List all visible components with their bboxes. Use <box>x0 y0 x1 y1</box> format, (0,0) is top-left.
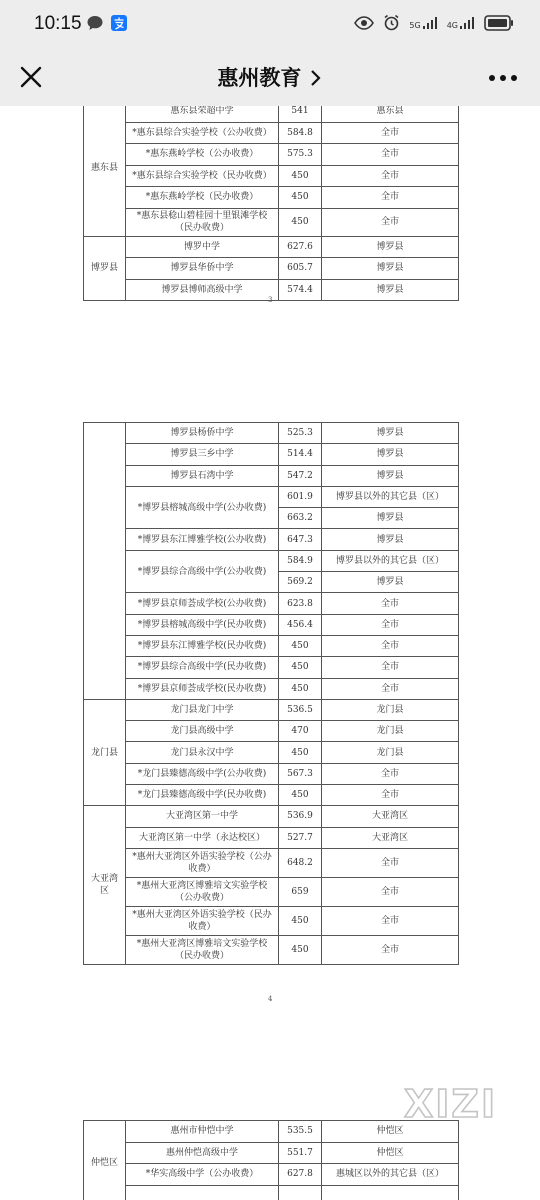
score-cell: 659 <box>279 877 322 906</box>
area-cell: 全市 <box>322 593 459 614</box>
table-row <box>84 593 459 614</box>
school-name-cell: *博罗县综合高级中学(公办收费) <box>126 550 279 593</box>
signal-4g-label: 4G <box>446 20 458 30</box>
district-cell <box>84 423 126 700</box>
score-cell <box>279 1185 322 1200</box>
table-row <box>84 742 459 763</box>
table-row <box>84 906 459 935</box>
table-row <box>84 550 459 571</box>
area-cell: 龙门县 <box>322 742 459 763</box>
area-cell: 全市 <box>322 187 459 209</box>
table-row <box>84 165 459 187</box>
area-cell: 仲恺区 <box>322 1121 459 1143</box>
table-row <box>84 763 459 784</box>
area-cell: 全市 <box>322 906 459 935</box>
area-cell: 惠城区以外的其它县（区） <box>322 1164 459 1186</box>
score-cell: 627.6 <box>279 236 322 258</box>
score-cell: 450 <box>279 187 322 209</box>
table-row <box>84 423 459 444</box>
school-name-cell: *惠东燕岭学校（民办收费） <box>126 187 279 209</box>
table-row <box>84 122 459 144</box>
table-row <box>84 236 459 258</box>
score-cell: 450 <box>279 208 322 236</box>
table-row <box>84 208 459 236</box>
chevron-right-icon[interactable] <box>309 69 323 87</box>
area-cell: 惠东县 <box>322 106 459 122</box>
school-name-cell: *博罗县东江博雅学校(公办收费) <box>126 529 279 550</box>
table-zhongkai <box>83 1120 459 1200</box>
area-cell: 仲恺区 <box>322 1142 459 1164</box>
school-name-cell: *惠州大亚湾区外语实验学校（民办收费） <box>126 906 279 935</box>
table-row <box>84 465 459 486</box>
table-row <box>84 1185 459 1200</box>
table-row <box>84 614 459 635</box>
table-row <box>84 785 459 806</box>
status-bar <box>0 0 540 48</box>
page-number-4: 4 <box>268 995 273 1003</box>
district-cell: 惠东县 <box>84 106 126 236</box>
area-cell <box>322 1185 459 1200</box>
table-row <box>84 877 459 906</box>
table-row <box>84 721 459 742</box>
signal-4g-icon <box>447 16 475 30</box>
school-name-cell: 博罗中学 <box>126 236 279 258</box>
score-cell: 648.2 <box>279 848 322 877</box>
school-name-cell: 博罗县石湾中学 <box>126 465 279 486</box>
school-name-cell: *龙门县臻德高级中学(公办收费) <box>126 763 279 784</box>
score-cell: 450 <box>279 742 322 763</box>
school-name-cell: *博罗县榕城高级中学(民办收费) <box>126 614 279 635</box>
table-row <box>84 106 459 122</box>
alipay-icon <box>110 14 128 32</box>
area-cell: 博罗县 <box>322 529 459 550</box>
school-name-cell: 龙门县高级中学 <box>126 721 279 742</box>
school-name-cell: *惠东县综合实验学校（公办收费） <box>126 122 279 144</box>
school-name-cell: *惠东燕岭学校（公办收费） <box>126 144 279 166</box>
school-name-cell: 博罗县华侨中学 <box>126 258 279 280</box>
school-name-cell: 博罗县博师高级中学 <box>126 279 279 301</box>
district-cell: 博罗县 <box>84 236 126 301</box>
score-cell: 450 <box>279 906 322 935</box>
score-cell: 584.9 <box>279 550 322 571</box>
area-cell: 全市 <box>322 165 459 187</box>
score-cell: 450 <box>279 935 322 964</box>
score-cell: 527.7 <box>279 827 322 848</box>
area-cell: 大亚湾区 <box>322 827 459 848</box>
area-cell: 全市 <box>322 208 459 236</box>
school-name-cell: *龙门县臻德高级中学(民办收费) <box>126 785 279 806</box>
table-row <box>84 699 459 720</box>
score-cell: 470 <box>279 721 322 742</box>
score-cell: 647.3 <box>279 529 322 550</box>
school-name-cell: *博罗县京师荟成学校(公办收费) <box>126 593 279 614</box>
eye-icon <box>354 16 374 30</box>
area-cell: 博罗县 <box>322 258 459 280</box>
score-cell: 536.9 <box>279 806 322 827</box>
table-row <box>84 444 459 465</box>
table-row <box>84 529 459 550</box>
table-row <box>84 187 459 209</box>
school-name-cell <box>126 1185 279 1200</box>
score-cell: 541 <box>279 106 322 122</box>
table-row <box>84 935 459 964</box>
school-name-cell: 大亚湾区第一中学 <box>126 806 279 827</box>
school-name-cell: 龙门县龙门中学 <box>126 699 279 720</box>
area-cell: 全市 <box>322 614 459 635</box>
area-cell: 博罗县 <box>322 465 459 486</box>
school-name-cell: 惠州市仲恺中学 <box>126 1121 279 1143</box>
score-cell: 450 <box>279 785 322 806</box>
score-cell: 536.5 <box>279 699 322 720</box>
score-cell: 450 <box>279 657 322 678</box>
school-name-cell: 博罗县三乡中学 <box>126 444 279 465</box>
score-cell: 525.3 <box>279 423 322 444</box>
table-row <box>84 1142 459 1164</box>
district-cell: 仲恺区 <box>84 1121 126 1200</box>
score-cell: 456.4 <box>279 614 322 635</box>
table-row <box>84 144 459 166</box>
table-row <box>84 827 459 848</box>
area-cell: 全市 <box>322 935 459 964</box>
score-cell: 450 <box>279 678 322 699</box>
score-cell: 623.8 <box>279 593 322 614</box>
area-cell: 龙门县 <box>322 699 459 720</box>
area-cell: 全市 <box>322 848 459 877</box>
table-huidong-boluo <box>83 106 459 301</box>
score-cell: 584.8 <box>279 122 322 144</box>
area-cell: 博罗县 <box>322 572 459 593</box>
account-name[interactable]: 惠州教育 <box>217 66 302 90</box>
school-name-cell: *华实高级中学（公办收费） <box>126 1164 279 1186</box>
score-cell: 514.4 <box>279 444 322 465</box>
table-row <box>84 635 459 656</box>
area-cell: 全市 <box>322 763 459 784</box>
score-cell: 547.2 <box>279 465 322 486</box>
table-row <box>84 678 459 699</box>
table-boluo-longmen-dayawan <box>83 422 459 965</box>
watermark-logo: XIZI <box>404 1082 498 1126</box>
district-cell: 龙门县 <box>84 699 126 805</box>
school-name-cell: *惠州大亚湾区博雅培文实验学校（公办收费） <box>126 877 279 906</box>
school-name-cell: *博罗县京师荟成学校(民办收费) <box>126 678 279 699</box>
area-cell: 博罗县 <box>322 279 459 301</box>
score-cell: 575.3 <box>279 144 322 166</box>
school-name-cell: *惠东县综合实验学校（民办收费） <box>126 165 279 187</box>
area-cell: 全市 <box>322 144 459 166</box>
score-cell: 663.2 <box>279 508 322 529</box>
area-cell: 博罗县 <box>322 444 459 465</box>
chat-bubble-icon <box>86 14 104 32</box>
battery-icon <box>484 15 514 31</box>
school-name-cell: 大亚湾区第一中学（永达校区） <box>126 827 279 848</box>
area-cell: 大亚湾区 <box>322 806 459 827</box>
area-cell: 全市 <box>322 122 459 144</box>
article-content <box>0 106 540 1200</box>
table-row <box>84 848 459 877</box>
score-cell: 551.7 <box>279 1142 322 1164</box>
status-time: 10:15 <box>34 13 82 34</box>
area-cell: 全市 <box>322 657 459 678</box>
school-name-cell: *博罗县综合高级中学(民办收费) <box>126 657 279 678</box>
area-cell: 全市 <box>322 635 459 656</box>
nav-bar <box>0 48 540 106</box>
score-cell: 569.2 <box>279 572 322 593</box>
area-cell: 博罗县以外的其它县（区） <box>322 550 459 571</box>
score-cell: 567.3 <box>279 763 322 784</box>
area-cell: 博罗县以外的其它县（区） <box>322 486 459 507</box>
score-cell: 574.4 <box>279 279 322 301</box>
table-row <box>84 1121 459 1143</box>
signal-5g-label: 5G <box>409 20 421 30</box>
score-cell: 450 <box>279 635 322 656</box>
school-name-cell: 龙门县永汉中学 <box>126 742 279 763</box>
table-row <box>84 486 459 507</box>
area-cell: 博罗县 <box>322 423 459 444</box>
area-cell: 龙门县 <box>322 721 459 742</box>
school-name-cell: 博罗县杨侨中学 <box>126 423 279 444</box>
more-icon[interactable] <box>486 64 520 92</box>
area-cell: 博罗县 <box>322 508 459 529</box>
school-name-cell: 惠东县荣超中学 <box>126 106 279 122</box>
score-cell: 605.7 <box>279 258 322 280</box>
alarm-icon <box>383 14 400 31</box>
school-name-cell: *惠东县稔山碧桂园十里银滩学校（民办收费） <box>126 208 279 236</box>
signal-5g-icon <box>409 16 437 30</box>
table-row <box>84 1164 459 1186</box>
score-cell: 450 <box>279 165 322 187</box>
school-name-cell: 惠州仲恺高级中学 <box>126 1142 279 1164</box>
district-cell: 大亚湾 区 <box>84 806 126 965</box>
score-cell: 627.8 <box>279 1164 322 1186</box>
table-row <box>84 258 459 280</box>
school-name-cell: *博罗县东江博雅学校(民办收费) <box>126 635 279 656</box>
area-cell: 全市 <box>322 678 459 699</box>
score-cell: 601.9 <box>279 486 322 507</box>
score-cell: 535.5 <box>279 1121 322 1143</box>
school-name-cell: *惠州大亚湾区外语实验学校（公办收费） <box>126 848 279 877</box>
area-cell: 博罗县 <box>322 236 459 258</box>
page-number-3: 3 <box>268 296 273 304</box>
area-cell: 全市 <box>322 877 459 906</box>
table-row <box>84 657 459 678</box>
area-cell: 全市 <box>322 785 459 806</box>
school-name-cell: *博罗县榕城高级中学(公办收费) <box>126 486 279 529</box>
school-name-cell: *惠州大亚湾区博雅培文实验学校（民办收费） <box>126 935 279 964</box>
table-row <box>84 806 459 827</box>
account-title[interactable] <box>0 62 540 92</box>
